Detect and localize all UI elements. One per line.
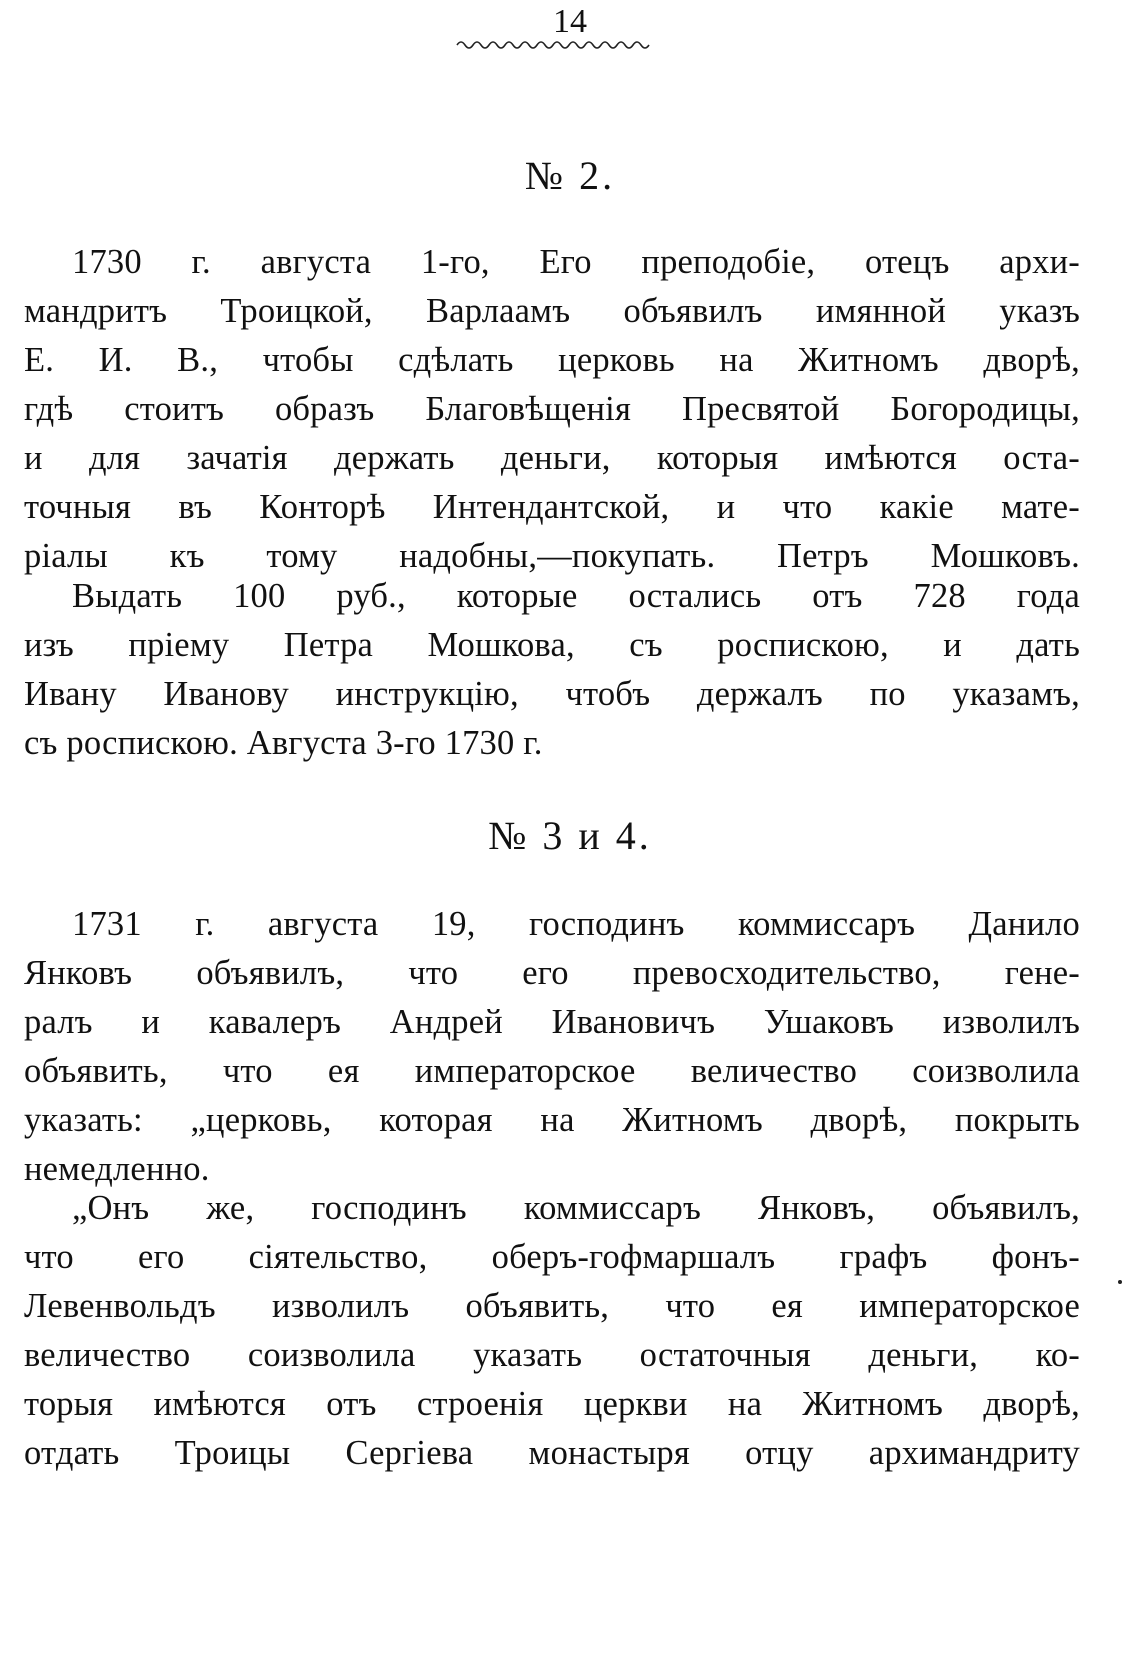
paragraph — [24, 238, 1080, 581]
text-line: 1731 г. августа 19, господинъ коммиссаръ Данило — [72, 905, 1080, 943]
text-line: объявить, что ея императорское величество соизволила — [24, 1052, 1080, 1090]
text-line: и для зачатія держать деньги, которыя имѣются оста- — [24, 439, 1080, 477]
text-line: указать: „церковь, которая на Житномъ дворѣ, покрыть — [24, 1101, 1080, 1139]
text-line: Янковъ объявилъ, что его превосходительство, гене- — [24, 954, 1080, 992]
text-line: немедленно. — [24, 1150, 210, 1188]
page-number: 14 — [553, 3, 587, 40]
text-line: Левенвольдъ изволилъ объявить, что ея императорское — [24, 1287, 1080, 1325]
text-line: Ивану Иванову инструкцію, чтобъ держалъ по указамъ, — [24, 675, 1080, 713]
text-line: „Онъ же, господинъ коммиссаръ Янковъ, объявилъ, — [72, 1189, 1080, 1227]
print-speck — [1118, 1280, 1122, 1284]
paragraph — [24, 572, 1080, 768]
section-heading: № 2. — [524, 153, 616, 198]
text-line: изъ пріему Петра Мошкова, съ роспискою, и дать — [24, 626, 1080, 664]
wavy-rule-ornament — [455, 38, 655, 52]
section-heading: № 3 и 4. — [488, 813, 652, 858]
text-line: мандритъ Троицкой, Варлаамъ объявилъ имянной указъ — [24, 292, 1080, 330]
text-line: ралъ и кавалеръ Андрей Ивановичъ Ушаковъ изволилъ — [24, 1003, 1080, 1041]
text-line: величество соизволила указать остаточныя деньги, ко- — [24, 1336, 1080, 1374]
text-line: торыя имѣются отъ строенія церкви на Житномъ дворѣ, — [24, 1385, 1080, 1423]
text-line: отдать Троицы Сергіева монастыря отцу архимандриту — [24, 1434, 1080, 1472]
paragraph — [24, 900, 1080, 1194]
text-line: ріалы къ тому надобны,—покупать. Петръ Мошковъ. — [24, 537, 1080, 575]
text-line: Е. И. В., чтобы сдѣлать церковь на Житномъ дворѣ, — [24, 341, 1080, 379]
text-line: 1730 г. августа 1-го, Его преподобіе, отецъ архи- — [72, 243, 1080, 281]
text-line: гдѣ стоитъ образъ Благовѣщенія Пресвятой Богородицы, — [24, 390, 1080, 428]
paragraph — [24, 1184, 1080, 1478]
text-line: съ роспискою. Августа 3-го 1730 г. — [24, 724, 543, 762]
text-line: Выдать 100 руб., которые остались отъ 728 года — [72, 577, 1080, 615]
text-line: что его сіятельство, оберъ-гофмаршалъ графъ фонъ- — [24, 1238, 1080, 1276]
text-line: точныя въ Конторѣ Интендантской, и что какіе мате- — [24, 488, 1080, 526]
